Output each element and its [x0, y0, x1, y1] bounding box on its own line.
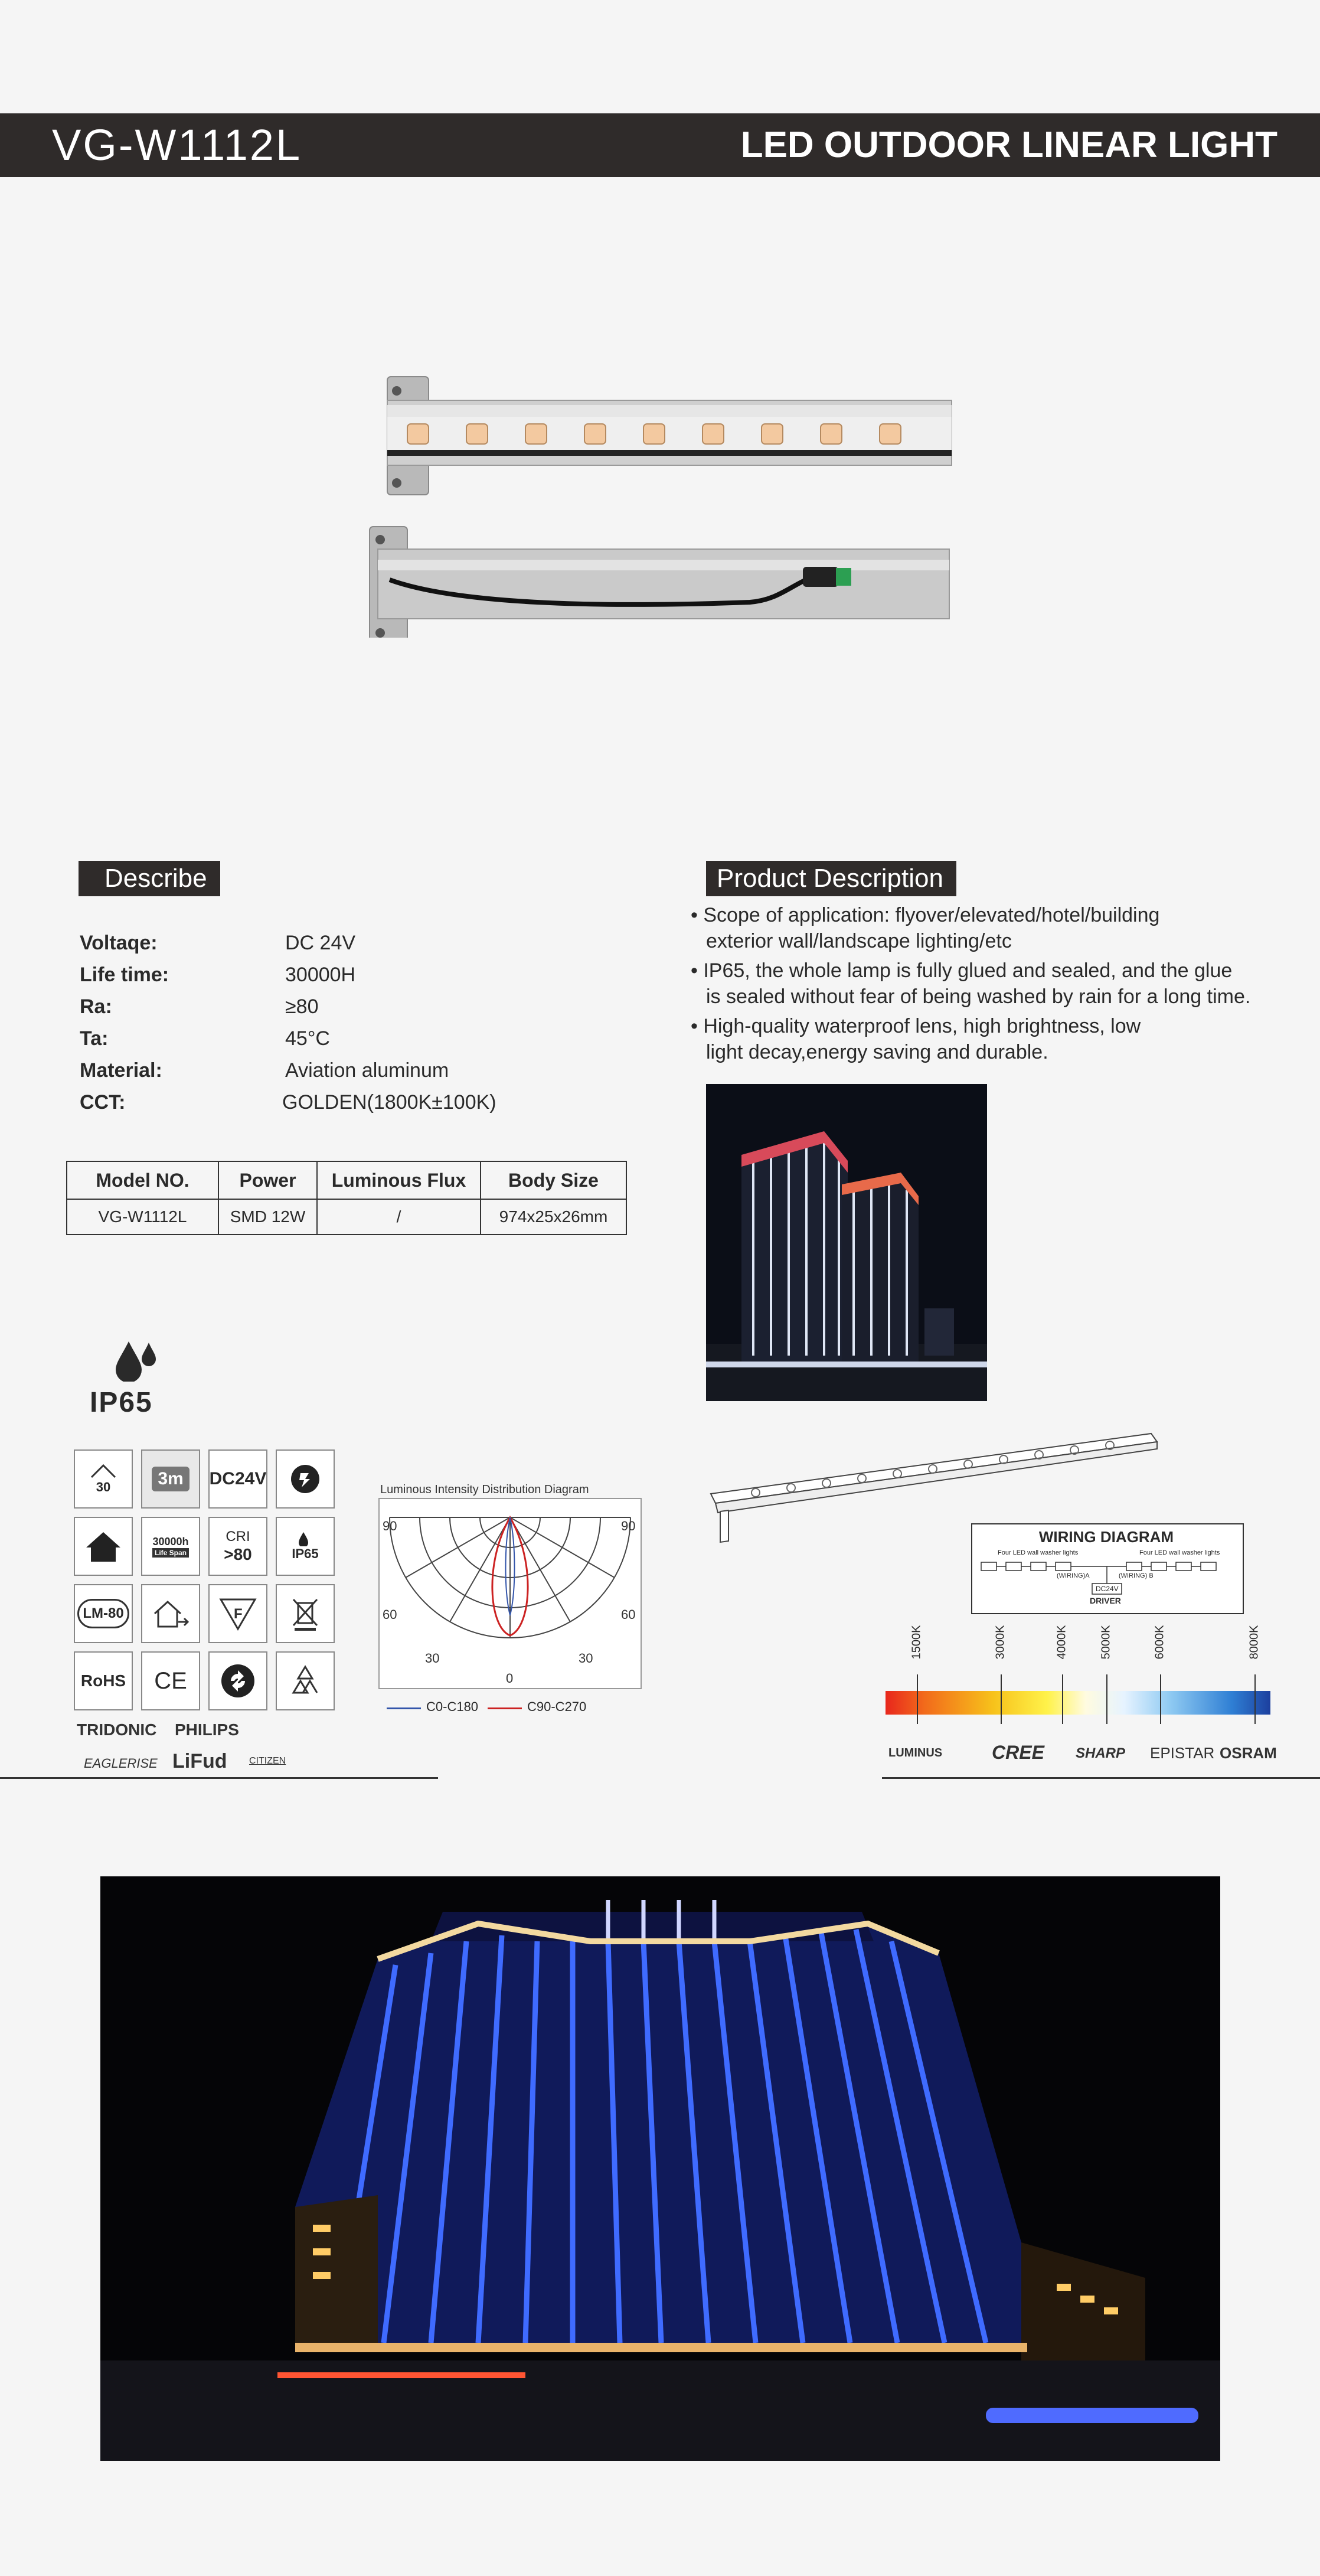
spec-label-ra: Ra: — [80, 995, 112, 1018]
table-header: Power — [218, 1161, 317, 1199]
brand-eaglerise: EAGLERISE — [84, 1756, 158, 1771]
bullet-text: exterior wall/landscape lighting/etc — [706, 930, 1012, 952]
cct-label: 3000K — [994, 1625, 1007, 1660]
life-span-icon: 30000h Life Span — [141, 1517, 200, 1576]
description-bullet: • High-quality waterproof lens, high brightness, low light decay,energy saving and durable. — [691, 1013, 1281, 1065]
green-dot-icon — [208, 1651, 267, 1710]
spec-label-voltage: Voltaqe: — [80, 932, 158, 954]
table-cell: SMD 12W — [218, 1199, 317, 1235]
polar-label: 60 — [383, 1607, 397, 1622]
polar-label: 90 — [383, 1519, 397, 1533]
spec-label-cct: CCT: — [80, 1091, 126, 1114]
divider-right — [882, 1777, 1320, 1779]
bullet-text: light decay,energy saving and durable. — [706, 1041, 1048, 1063]
spec-value-ta: 45°C — [285, 1027, 330, 1050]
legend-c0: C0-C180 — [426, 1699, 479, 1714]
table-cell: / — [317, 1199, 481, 1235]
cable-length-icon: 3m — [141, 1449, 200, 1509]
describe-title: Describe — [79, 861, 220, 896]
lm80-icon: LM-80 — [74, 1584, 133, 1643]
waterdrop-icon — [112, 1339, 159, 1382]
cri-icon: CRI >80 — [208, 1517, 267, 1576]
bullet-text: is sealed without fear of being washed by rain for a long time. — [706, 985, 1251, 1008]
description-bullet: • IP65, the whole lamp is fully glued and sealed, and the glue is sealed without fear of being washed by rain for a long time. — [691, 958, 1281, 1010]
dc24v-icon: DC24V — [208, 1449, 267, 1509]
legend-swatch-c0 — [387, 1707, 421, 1709]
polar-label: 60 — [621, 1607, 636, 1622]
polar-label: 0 — [506, 1671, 514, 1686]
product-photo — [366, 372, 956, 638]
cct-label: 1500K — [910, 1625, 923, 1660]
wiring-right-label: Four LED wall washer lights — [1139, 1549, 1220, 1556]
color-temperature-bar — [886, 1691, 1270, 1715]
f-mark-icon — [208, 1584, 267, 1643]
spec-value-material: Aviation aluminum — [285, 1059, 449, 1082]
wiring-left-label: Four LED wall washer lights — [998, 1549, 1079, 1556]
spec-value-lifetime: 30000H — [285, 964, 356, 986]
polar-label: 30 — [425, 1651, 440, 1666]
spec-table — [66, 1161, 627, 1235]
spec-label-ta: Ta: — [80, 1027, 109, 1050]
application-photo-small — [706, 1084, 987, 1401]
spec-value-cct: GOLDEN(1800K±100K) — [282, 1091, 496, 1114]
product-category: LED OUTDOOR LINEAR LIGHT — [740, 125, 1277, 165]
ip-rating-label: IP65 — [90, 1387, 153, 1418]
bullet-text: High-quality waterproof lens, high brightness, low — [703, 1015, 1141, 1037]
cct-tick — [1160, 1674, 1161, 1724]
table-header: Luminous Flux — [317, 1161, 481, 1199]
product-description-title: Product Description — [706, 861, 956, 896]
description-bullet: • Scope of application: flyover/elevated/hotel/building exterior wall/landscape lighting/etc — [691, 902, 1281, 954]
spec-label-lifetime: Life time: — [80, 964, 169, 986]
ip65-icon: IP65 — [276, 1517, 335, 1576]
indoor-outdoor-icon — [141, 1584, 200, 1643]
table-header: Body Size — [481, 1161, 626, 1199]
polar-label: 90 — [621, 1519, 636, 1533]
brand-osram: OSRAM — [1220, 1744, 1277, 1762]
cct-label: 8000K — [1247, 1625, 1261, 1660]
rohs-icon: RoHS — [74, 1651, 133, 1710]
ce-icon: CE — [141, 1651, 200, 1710]
energy-saving-icon — [276, 1449, 335, 1509]
brand-epistar: EPISTAR — [1150, 1744, 1215, 1762]
polar-diagram — [378, 1497, 642, 1690]
wiring-b-label: (WIRING) B — [1119, 1572, 1154, 1579]
brand-lifud: LiFud — [172, 1750, 227, 1772]
table-header: Model NO. — [67, 1161, 218, 1199]
wiring-a-label: (WIRING)A — [1057, 1572, 1090, 1579]
cct-label: 6000K — [1153, 1625, 1167, 1660]
model-number: VG-W1112L — [52, 120, 302, 169]
svg-text:F: F — [234, 1606, 243, 1622]
cct-tick — [1254, 1674, 1256, 1724]
bullet-text: Scope of application: flyover/elevated/hotel/building — [703, 904, 1160, 926]
table-cell: VG-W1112L — [67, 1199, 218, 1235]
legend-c90: C90-C270 — [527, 1699, 587, 1714]
weee-icon — [276, 1584, 335, 1643]
spec-value-ra: ≥80 — [285, 995, 319, 1018]
recycle-icon — [276, 1651, 335, 1710]
beam-angle-icon: 30 — [74, 1449, 133, 1509]
wiring-diagram-title: WIRING DIAGRAM — [1038, 1528, 1174, 1546]
home-icon — [74, 1517, 133, 1576]
cct-tick — [1001, 1674, 1002, 1724]
brand-luminus: LUMINUS — [888, 1746, 943, 1759]
legend-swatch-c90 — [488, 1707, 522, 1709]
divider-left — [0, 1777, 438, 1779]
polar-title: Luminous Intensity Distribution Diagram — [380, 1483, 589, 1496]
table-cell: 974x25x26mm — [481, 1199, 626, 1235]
spec-value-voltage: DC 24V — [285, 932, 356, 954]
bullet-text: IP65, the whole lamp is fully glued and sealed, and the glue — [703, 959, 1233, 982]
brand-citizen: CITIZEN — [249, 1756, 286, 1766]
cct-tick — [1062, 1674, 1063, 1724]
cct-label: 4000K — [1055, 1625, 1069, 1660]
cct-label: 5000K — [1099, 1625, 1113, 1660]
application-photo-large — [100, 1876, 1220, 2461]
brand-tridonic: TRIDONIC — [77, 1720, 157, 1739]
wiring-driver-label: DRIVER — [1090, 1596, 1121, 1605]
cct-tick — [1106, 1674, 1107, 1724]
polar-label: 30 — [579, 1651, 593, 1666]
spec-label-material: Material: — [80, 1059, 162, 1082]
brand-cree: CREE — [992, 1742, 1044, 1763]
wiring-dc-label: DC24V — [1096, 1585, 1119, 1593]
cct-tick — [917, 1674, 918, 1724]
brand-sharp: SHARP — [1076, 1745, 1126, 1761]
brand-philips: PHILIPS — [175, 1720, 239, 1739]
